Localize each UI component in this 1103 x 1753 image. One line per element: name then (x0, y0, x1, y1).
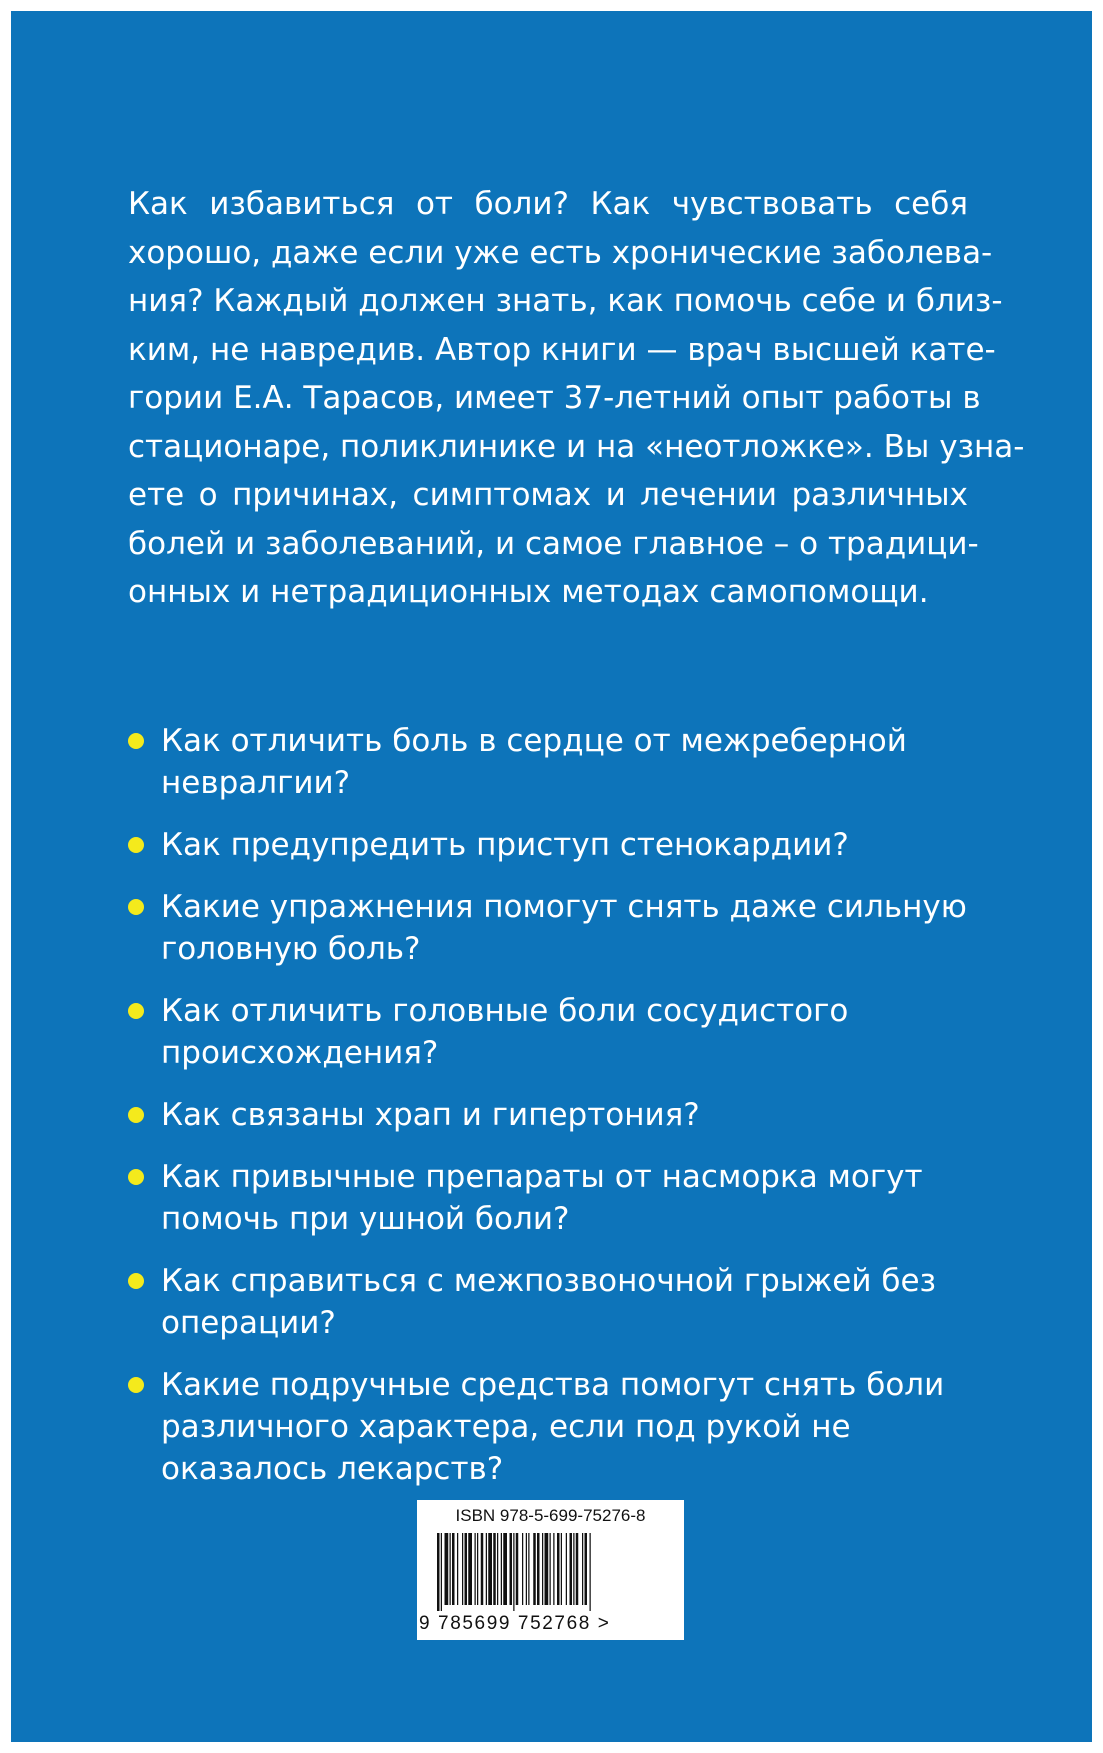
question-text: Какие подручные средства помогут снять боли различного характера, если под рукой не оказалось лекарств? (161, 1367, 945, 1487)
barcode (417, 1500, 684, 1640)
barcode-bar (513, 1533, 514, 1611)
list-item (128, 1156, 988, 1240)
barcode-bar (557, 1533, 560, 1605)
barcode-bar (528, 1533, 529, 1605)
barcode-bar (457, 1533, 458, 1605)
list-item (128, 1094, 988, 1136)
question-text: Как отличить головные боли сосудистого происхождения? (161, 993, 849, 1071)
barcode-bar (465, 1533, 468, 1605)
list-item (128, 824, 988, 866)
barcode-bar (582, 1533, 583, 1605)
question-text: Как связаны храп и гипертония? (161, 1097, 700, 1133)
barcode-bar (537, 1533, 540, 1605)
list-item (128, 1260, 988, 1344)
question-text: Какие упражнения помогут снять даже сильную головную боль? (161, 889, 967, 967)
barcode-bar (576, 1533, 579, 1605)
question-text: Как привычные препараты от насморка могут помочь при ушной боли? (161, 1159, 923, 1237)
barcode-bar (516, 1533, 519, 1605)
barcode-bar (481, 1533, 484, 1605)
barcode-bar (441, 1533, 442, 1611)
barcode-bar (550, 1533, 551, 1605)
intro-line: ете о причинах, симптомах и лечении различных (128, 477, 968, 513)
question-list (128, 720, 988, 1510)
barcode-bar (503, 1533, 507, 1605)
question-text: Как отличить боль в сердце от межреберной невралгии? (161, 723, 907, 801)
list-item (128, 886, 988, 970)
barcode-bar (590, 1533, 591, 1611)
barcode-bar (486, 1533, 487, 1605)
intro-line: онных и нетрадиционных методах самопомощи. (128, 574, 929, 610)
intro-line: ния? Каждый должен знать, как помочь себе и близ- (128, 283, 1003, 319)
barcode-bar (545, 1533, 549, 1605)
bullet-dot-icon (128, 837, 144, 853)
intro-line: хорошо, даже если уже есть хронические заболева- (128, 234, 993, 271)
barcode-bar (462, 1533, 463, 1605)
intro-line: ким, не навредив. Автор книги — врач высшей кате- (128, 331, 996, 368)
barcode-bar (450, 1533, 451, 1605)
bullet-dot-icon (128, 1169, 144, 1185)
bullet-dot-icon (128, 1107, 144, 1123)
barcode-bar (445, 1533, 449, 1605)
bullet-dot-icon (128, 1377, 144, 1393)
barcode-bar (488, 1533, 492, 1605)
question-text: Как предупредить приступ стенокардии? (161, 827, 849, 863)
barcode-bar (468, 1533, 472, 1605)
intro-line: Как избавиться от боли? Как чувствовать себя (128, 186, 968, 222)
intro-line: болей и заболеваний, и самое главное – о традици- (128, 525, 979, 562)
list-item (128, 1364, 988, 1490)
barcode-bar (533, 1533, 536, 1605)
barcode-bar (501, 1533, 502, 1605)
list-item (128, 720, 988, 804)
barcode-bar (475, 1533, 476, 1605)
barcode-bar (497, 1533, 498, 1605)
bullet-dot-icon (128, 1273, 144, 1289)
barcode-bar (570, 1533, 573, 1605)
barcode-bar (526, 1533, 527, 1605)
barcode-bar (477, 1533, 478, 1605)
barcode-bar (553, 1533, 554, 1605)
bullet-dot-icon (128, 899, 144, 915)
barcode-bar (493, 1533, 496, 1605)
barcode-bar (585, 1533, 588, 1605)
barcode-bar (510, 1533, 513, 1605)
intro-paragraph (128, 180, 1025, 617)
bullet-dot-icon (128, 1003, 144, 1019)
intro-line: стационаре, поликлинике и на «неотложке». Вы узна- (128, 428, 1025, 465)
barcode-bar (573, 1533, 574, 1605)
barcode-bar (522, 1533, 523, 1605)
bullet-dot-icon (128, 733, 144, 749)
isbn-label: ISBN 978-5-699-75276-8 (455, 1506, 646, 1525)
intro-line: гории Е.А. Тарасов, имеет 37-летний опыт работы в (128, 380, 981, 416)
barcode-bar (542, 1533, 543, 1605)
barcode-bars (437, 1533, 664, 1611)
barcode-bar (566, 1533, 567, 1605)
barcode-bar (437, 1533, 440, 1611)
barcode-bar (452, 1533, 455, 1605)
barcode-bar (561, 1533, 562, 1605)
barcode-digits: 9 785699 752768 > (419, 1613, 611, 1634)
list-item (128, 990, 988, 1074)
question-text: Как справиться с межпозвоночной грыжей без операции? (161, 1263, 936, 1341)
